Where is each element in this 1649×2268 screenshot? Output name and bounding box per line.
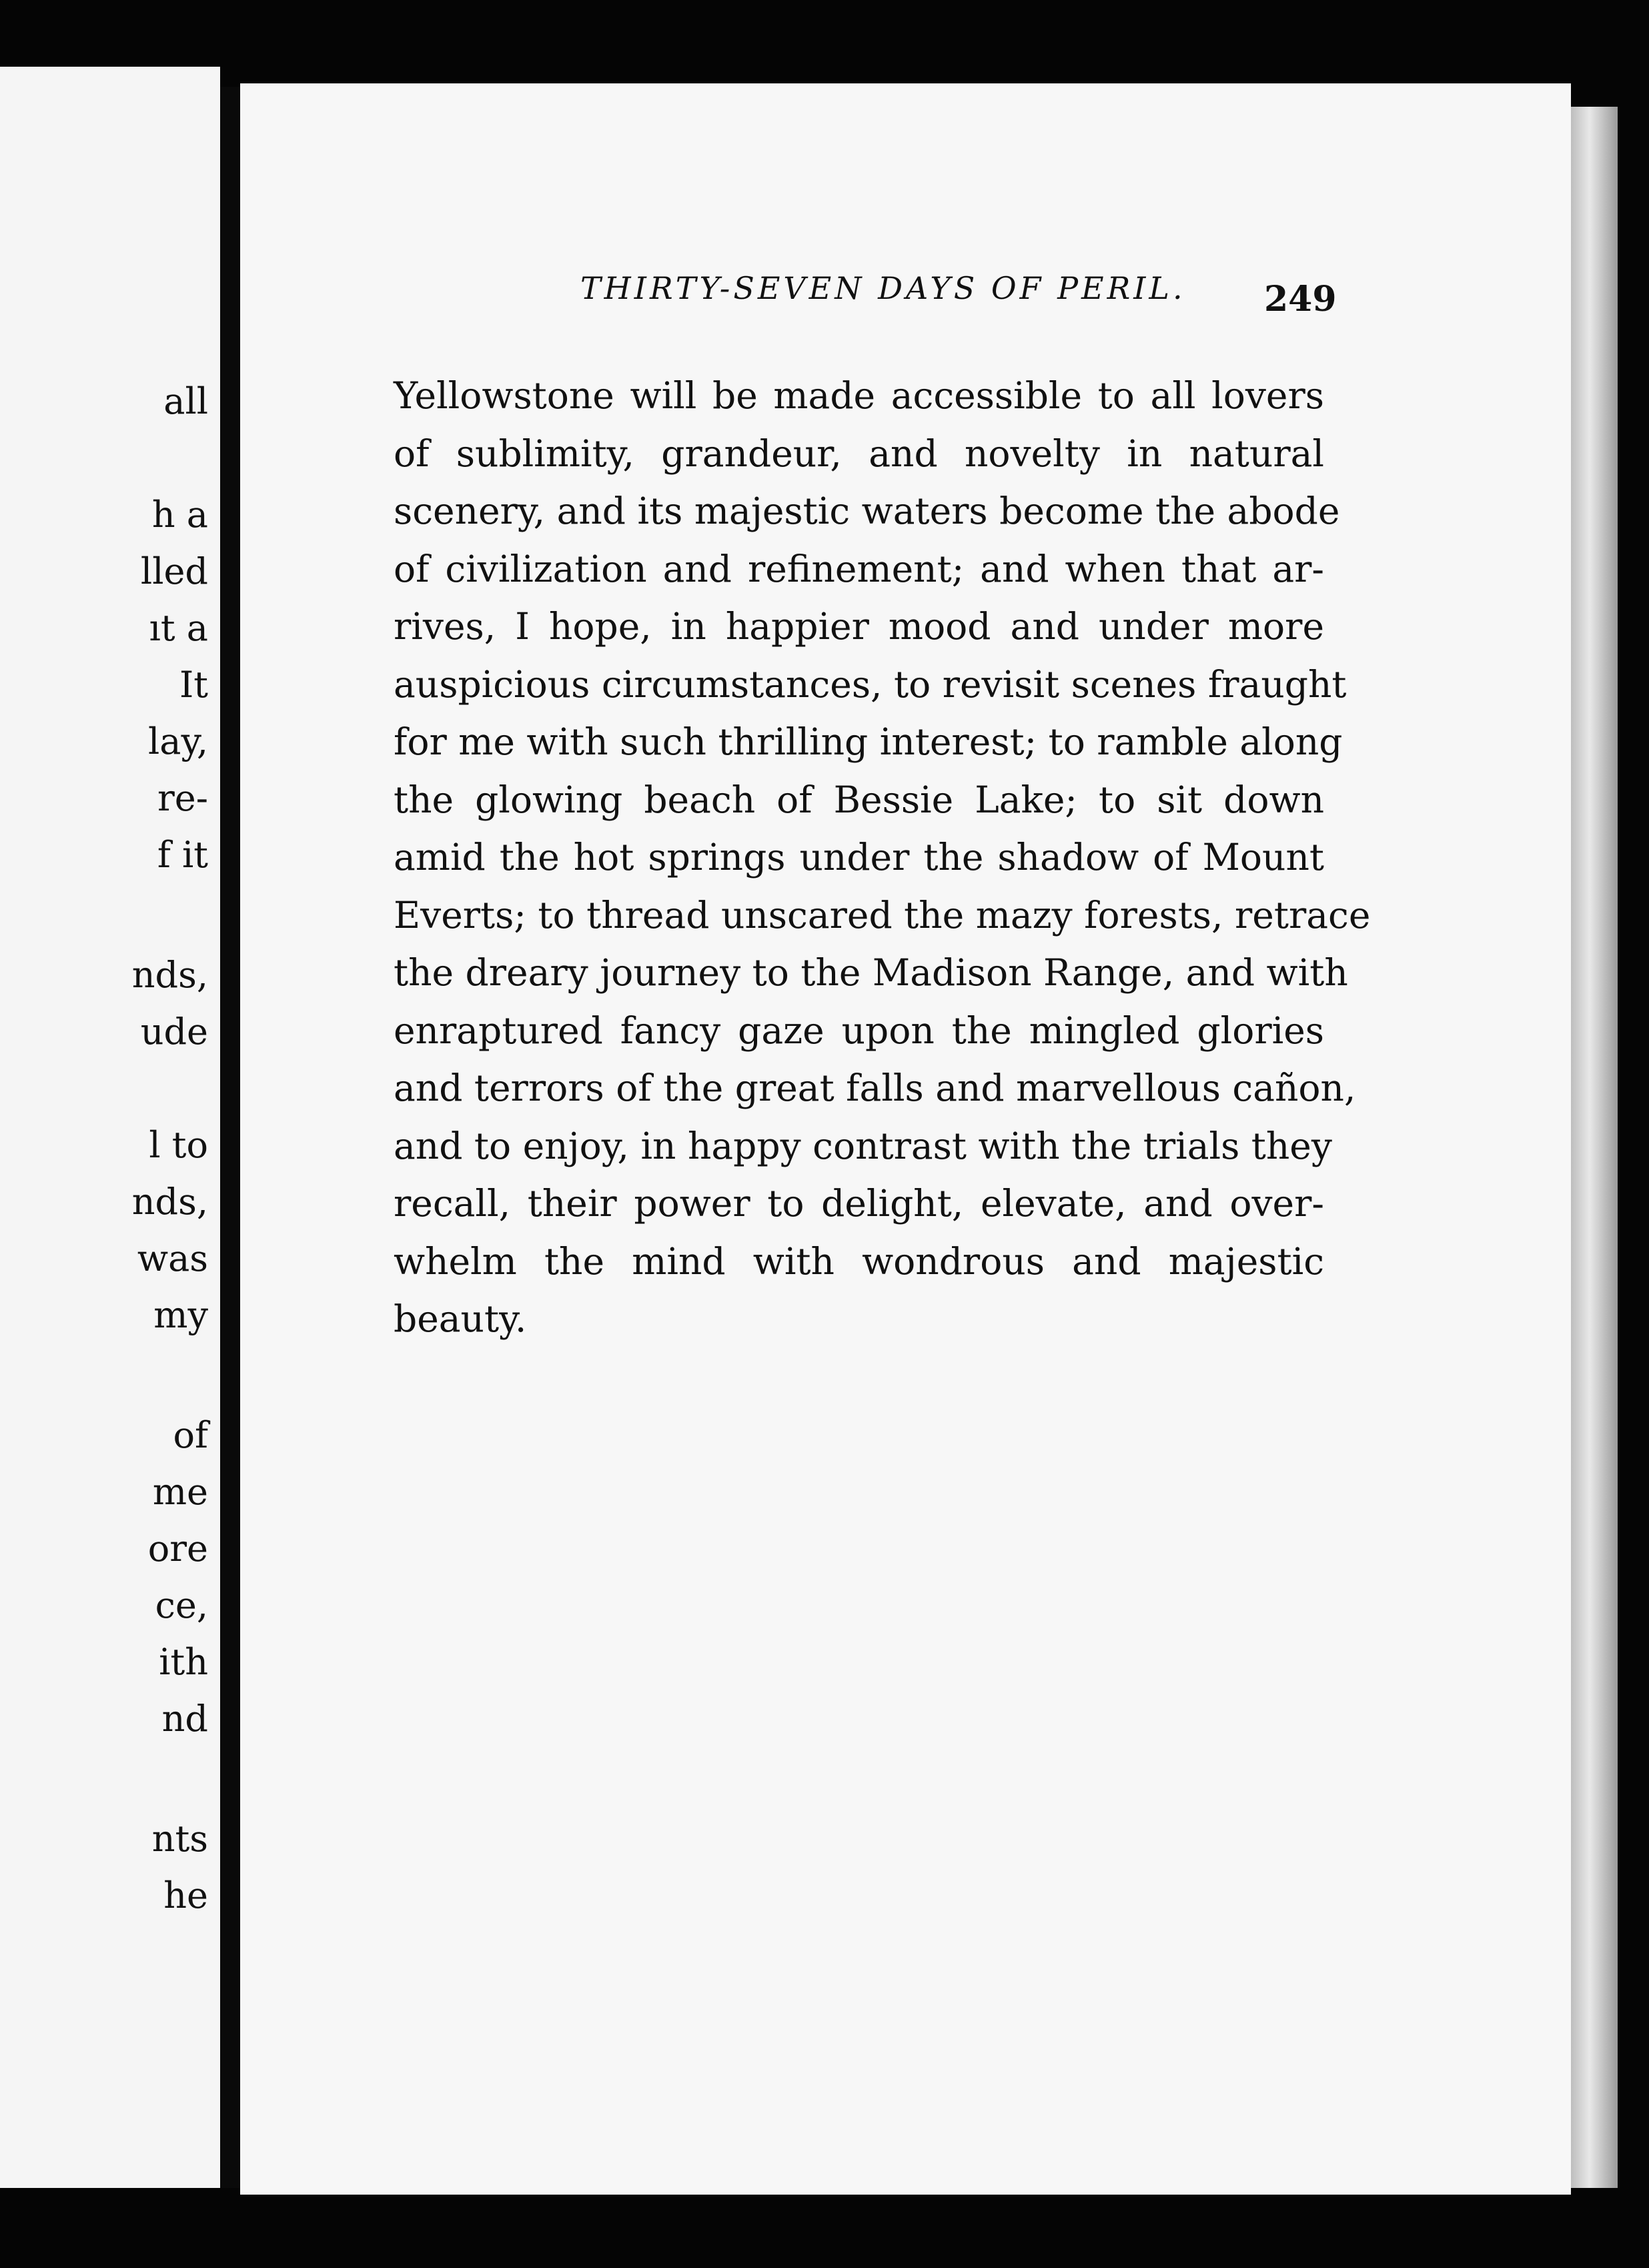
left-fragment: nds, — [131, 1181, 208, 1223]
book-gutter — [220, 87, 240, 2188]
text-line: beauty. — [394, 1297, 527, 1340]
running-head: THIRTY-SEVEN DAYS OF PERIL. — [580, 270, 1186, 306]
left-fragment: was — [137, 1237, 208, 1279]
left-fragment: all — [163, 380, 208, 422]
left-fragment: It — [179, 664, 208, 706]
text-line: enraptured fancy gaze upon the mingled glories — [394, 1009, 1324, 1052]
left-fragment: lled — [140, 550, 208, 592]
left-fragment: f it — [157, 834, 208, 876]
text-line: of civilization and refinement; and when that ar- — [394, 547, 1324, 590]
left-fragment: ıt a — [149, 607, 208, 649]
text-line: auspicious circumstances, to revisit scenes fraught — [394, 662, 1347, 706]
left-fragment: ude — [140, 1011, 208, 1053]
text-line: scenery, and its majestic waters become the abode — [394, 490, 1340, 532]
text-line: recall, their power to delight, elevate, and over- — [394, 1182, 1324, 1225]
text-line: the dreary journey to the Madison Range, and with — [394, 951, 1348, 994]
left-fragment: ore — [147, 1528, 208, 1570]
text-line: amid the hot springs under the shadow of Mount — [394, 836, 1324, 879]
left-fragment: lay, — [148, 720, 208, 762]
left-fragment: h a — [151, 494, 208, 536]
left-fragment: ce, — [155, 1584, 208, 1626]
left-fragment: ith — [159, 1641, 208, 1683]
text-line: Yellowstone will be made accessible to all lovers — [394, 374, 1324, 417]
page-number: 249 — [1264, 279, 1337, 320]
left-fragment: of — [173, 1414, 208, 1456]
left-fragment: nd — [161, 1698, 208, 1740]
left-fragment: l to — [149, 1124, 208, 1166]
text-line: whelm the mind with wondrous and majestic — [394, 1239, 1324, 1283]
text-line: rives, I hope, in happier mood and under more — [394, 605, 1324, 648]
body-text — [394, 367, 1371, 1348]
text-line: and terrors of the great falls and marvellous cañon, — [394, 1067, 1356, 1109]
text-line: for me with such thrilling interest; to ramble along — [394, 720, 1343, 763]
page-edge — [1571, 107, 1618, 2188]
text-line: of sublimity, grandeur, and novelty in natural — [394, 432, 1324, 475]
left-fragment: me — [152, 1471, 208, 1513]
left-fragment: he — [163, 1874, 208, 1916]
facing-page-left — [0, 67, 220, 2188]
left-fragment: my — [153, 1294, 208, 1336]
left-fragment: re- — [157, 777, 208, 819]
left-fragment: nts — [151, 1818, 208, 1860]
text-line: Everts; to thread unscared the mazy forests, retrace — [394, 893, 1371, 937]
text-line: the glowing beach of Bessie Lake; to sit down — [394, 778, 1324, 821]
text-line: and to enjoy, in happy contrast with the trials they — [394, 1124, 1332, 1167]
left-fragment: nds, — [131, 954, 208, 996]
